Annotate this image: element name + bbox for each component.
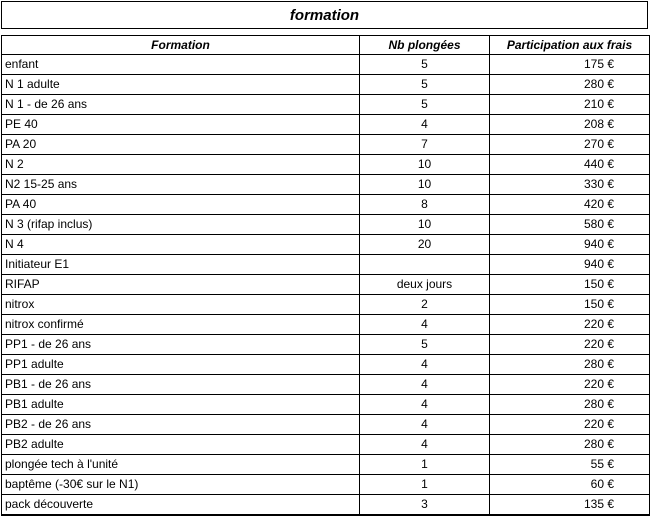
formation-cell: PB2 adulte xyxy=(2,435,360,455)
table-row xyxy=(2,435,650,455)
dives-cell: 4 xyxy=(360,415,490,435)
formation-table xyxy=(1,35,650,516)
fee-cell: 270 € xyxy=(490,135,650,155)
fee-cell: 150 € xyxy=(490,295,650,315)
dives-cell: 8 xyxy=(360,195,490,215)
fee-cell: 220 € xyxy=(490,375,650,395)
formation-cell: N 3 (rifap inclus) xyxy=(2,215,360,235)
fee-cell: 150 € xyxy=(490,275,650,295)
dives-cell: 10 xyxy=(360,215,490,235)
table-row xyxy=(2,235,650,255)
dives-cell: 5 xyxy=(360,75,490,95)
formation-cell: PA 20 xyxy=(2,135,360,155)
table-row xyxy=(2,415,650,435)
formation-cell: PE 40 xyxy=(2,115,360,135)
dives-cell: 7 xyxy=(360,135,490,155)
fee-cell: 280 € xyxy=(490,435,650,455)
table-row xyxy=(2,95,650,115)
formation-cell: N2 15-25 ans xyxy=(2,175,360,195)
table-row xyxy=(2,155,650,175)
dives-cell: 5 xyxy=(360,55,490,75)
formation-cell: PB1 adulte xyxy=(2,395,360,415)
fee-cell: 940 € xyxy=(490,255,650,275)
table-row xyxy=(2,455,650,475)
formation-cell: PP1 - de 26 ans xyxy=(2,335,360,355)
fee-cell: 208 € xyxy=(490,115,650,135)
fee-cell: 220 € xyxy=(490,415,650,435)
table-row xyxy=(2,275,650,295)
header-row xyxy=(2,36,650,55)
table-row xyxy=(2,495,650,516)
fee-cell: 280 € xyxy=(490,355,650,375)
dives-cell: 1 xyxy=(360,475,490,495)
dives-cell: 4 xyxy=(360,375,490,395)
fee-cell: 280 € xyxy=(490,395,650,415)
dives-cell: 10 xyxy=(360,155,490,175)
table-row xyxy=(2,55,650,75)
formation-cell: plongée tech à l'unité xyxy=(2,455,360,475)
dives-cell: 3 xyxy=(360,495,490,516)
formation-cell: baptême (-30€ sur le N1) xyxy=(2,475,360,495)
dives-cell: 20 xyxy=(360,235,490,255)
dives-cell: 2 xyxy=(360,295,490,315)
formation-cell: Initiateur E1 xyxy=(2,255,360,275)
dives-cell: deux jours xyxy=(360,275,490,295)
fee-cell: 580 € xyxy=(490,215,650,235)
formation-cell: N 1 - de 26 ans xyxy=(2,95,360,115)
fee-cell: 330 € xyxy=(490,175,650,195)
fee-cell: 440 € xyxy=(490,155,650,175)
formation-cell: nitrox confirmé xyxy=(2,315,360,335)
table-row xyxy=(2,75,650,95)
fee-cell: 940 € xyxy=(490,235,650,255)
sheet-title: formation xyxy=(1,1,648,29)
table-row xyxy=(2,115,650,135)
fee-cell: 280 € xyxy=(490,75,650,95)
formation-cell: PP1 adulte xyxy=(2,355,360,375)
table-row xyxy=(2,175,650,195)
formation-cell: N 2 xyxy=(2,155,360,175)
dives-cell: 5 xyxy=(360,95,490,115)
formation-cell: PA 40 xyxy=(2,195,360,215)
dives-cell: 4 xyxy=(360,435,490,455)
table-row xyxy=(2,335,650,355)
header-formation: Formation xyxy=(2,36,360,55)
formation-cell: enfant xyxy=(2,55,360,75)
table-row xyxy=(2,195,650,215)
table-row xyxy=(2,355,650,375)
formation-cell: pack découverte xyxy=(2,495,360,516)
formation-cell: N 1 adulte xyxy=(2,75,360,95)
fee-cell: 210 € xyxy=(490,95,650,115)
dives-cell: 4 xyxy=(360,395,490,415)
header-dives: Nb plongées xyxy=(360,36,490,55)
fee-cell: 220 € xyxy=(490,315,650,335)
dives-cell: 4 xyxy=(360,115,490,135)
dives-cell: 10 xyxy=(360,175,490,195)
spreadsheet xyxy=(1,1,651,519)
fee-cell: 420 € xyxy=(490,195,650,215)
table-row xyxy=(2,295,650,315)
formation-cell: PB2 - de 26 ans xyxy=(2,415,360,435)
dives-cell: 5 xyxy=(360,335,490,355)
table-row xyxy=(2,255,650,275)
table-row xyxy=(2,395,650,415)
dives-cell: 1 xyxy=(360,455,490,475)
fee-cell: 55 € xyxy=(490,455,650,475)
table-row xyxy=(2,315,650,335)
formation-cell: RIFAP xyxy=(2,275,360,295)
fee-cell: 60 € xyxy=(490,475,650,495)
table-row xyxy=(2,215,650,235)
dives-cell: 4 xyxy=(360,355,490,375)
fee-cell: 135 € xyxy=(490,495,650,516)
formation-cell: nitrox xyxy=(2,295,360,315)
table-row xyxy=(2,375,650,395)
fee-cell: 175 € xyxy=(490,55,650,75)
table-body xyxy=(2,55,650,516)
formation-cell: PB1 - de 26 ans xyxy=(2,375,360,395)
fee-cell: 220 € xyxy=(490,335,650,355)
dives-cell xyxy=(360,255,490,275)
table-row xyxy=(2,135,650,155)
header-fees: Participation aux frais xyxy=(490,36,650,55)
formation-cell: N 4 xyxy=(2,235,360,255)
table-row xyxy=(2,475,650,495)
dives-cell: 4 xyxy=(360,315,490,335)
